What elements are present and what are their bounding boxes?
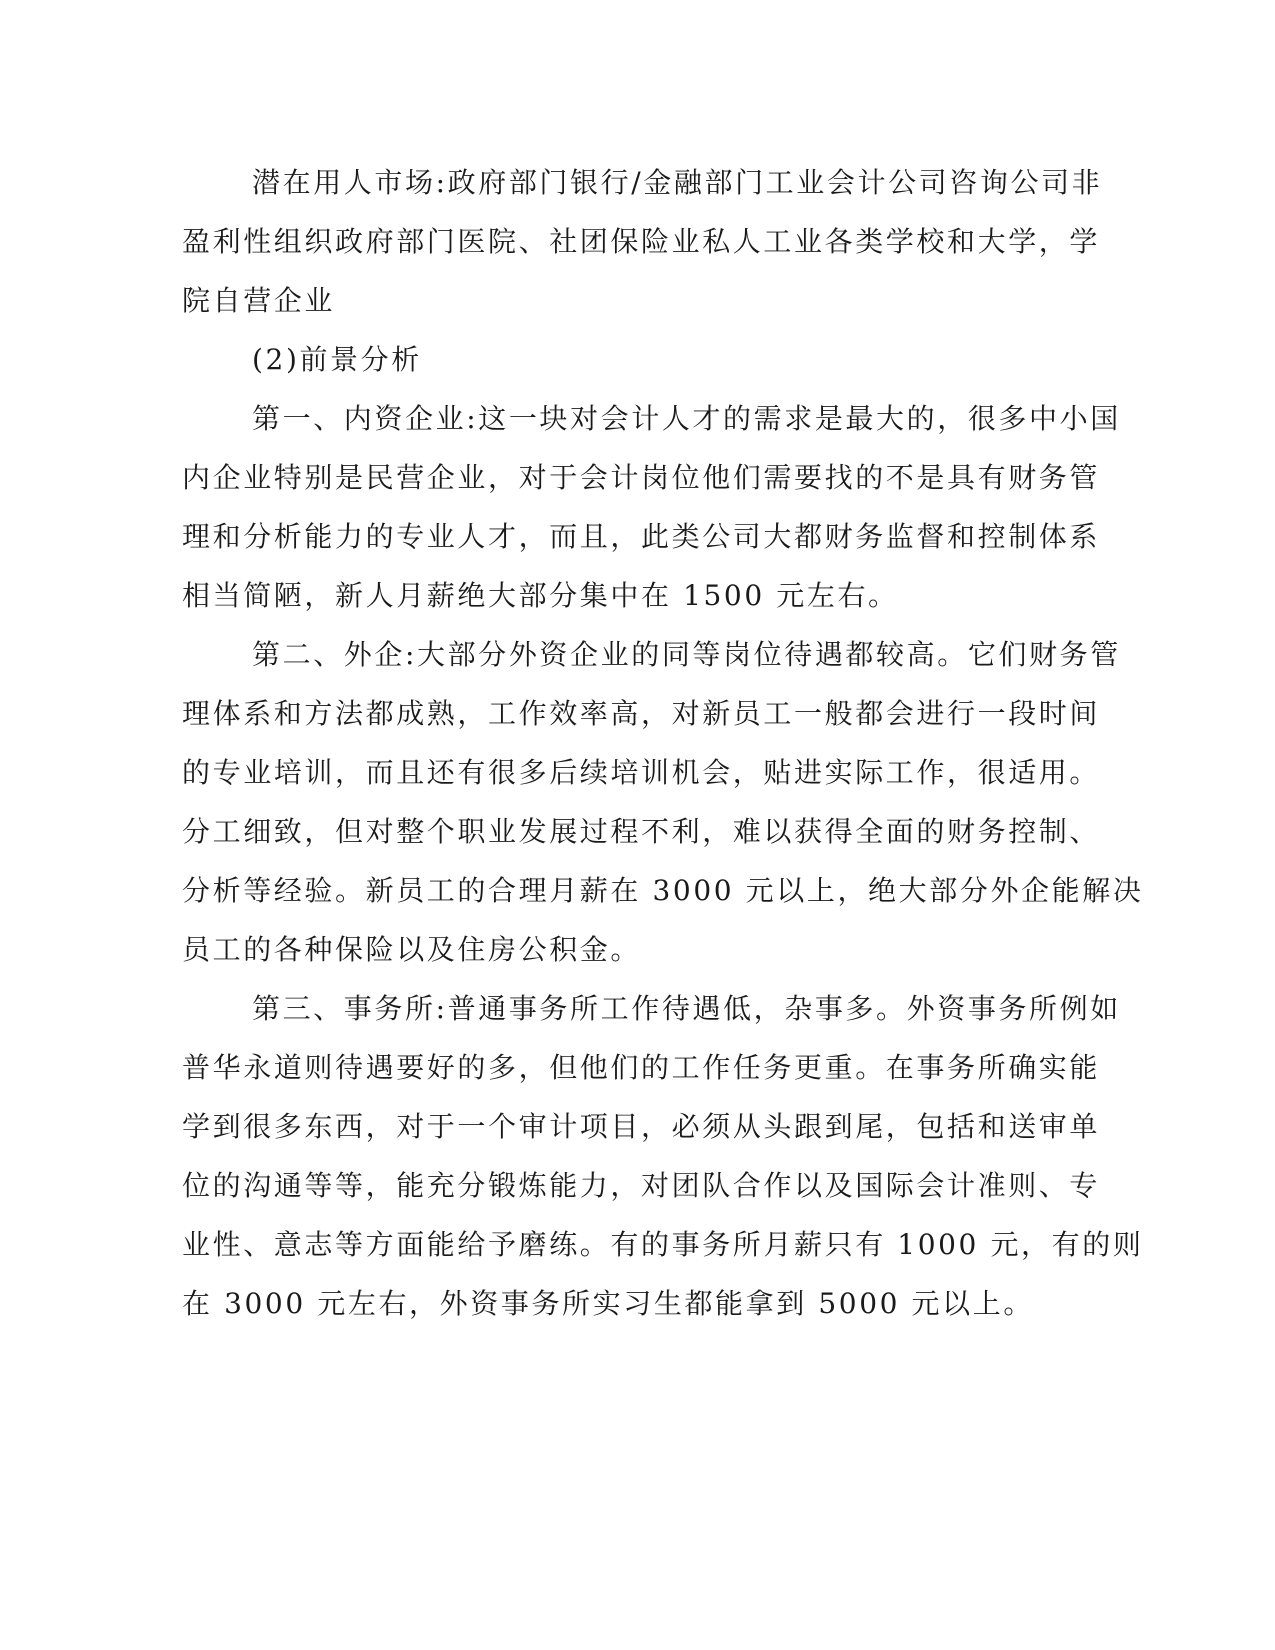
text-line: 在 3000 元左右，外资事务所实习生都能拿到 5000 元以上。: [182, 1287, 1034, 1320]
text-line: 内企业特别是民营企业，对于会计岗位他们需要找的不是具有财务管: [182, 461, 1101, 494]
text-line: 的专业培训，而且还有很多后续培训机会，贴进实际工作，很适用。: [182, 756, 1101, 789]
text-line: 普华永道则待遇要好的多，但他们的工作任务更重。在事务所确实能: [182, 1051, 1101, 1084]
text-line: 第二、外企:大部分外资企业的同等岗位待遇都较高。它们财务管: [252, 638, 1121, 671]
text-line: 员工的各种保险以及住房公积金。: [182, 933, 642, 966]
section-heading-prospect-analysis: [182, 330, 1042, 389]
document-body: [182, 153, 1144, 1333]
text-line: 位的沟通等等，能充分锻炼能力，对团队合作以及国际会计准则、专: [182, 1169, 1101, 1202]
paragraph-accounting-firms: [182, 979, 1144, 1333]
text-line: 学到很多东西，对于一个审计项目，必须从头跟到尾，包括和送审单: [182, 1110, 1101, 1143]
text-line: 第一、内资企业:这一块对会计人才的需求是最大的，很多中小国: [252, 402, 1121, 435]
paragraph-foreign-enterprises: [182, 625, 1144, 979]
text-line: 第三、事务所:普通事务所工作待遇低，杂事多。外资事务所例如: [252, 992, 1121, 1025]
text-line: 相当简陋，新人月薪绝大部分集中在 1500 元左右。: [182, 579, 899, 612]
paragraph-domestic-enterprises: [182, 389, 1121, 625]
text-line: 盈利性组织政府部门医院、社团保险业私人工业各类学校和大学，学: [182, 225, 1101, 258]
text-line: 潜在用人市场:政府部门银行/金融部门工业会计公司咨询公司非: [252, 166, 1103, 199]
text-line: 理体系和方法都成熟，工作效率高，对新员工一般都会进行一段时间: [182, 697, 1101, 730]
section-heading: (2)前景分析: [252, 343, 422, 376]
text-line: 业性、意志等方面能给予磨练。有的事务所月薪只有 1000 元，有的则: [182, 1228, 1144, 1261]
text-line: 院自营企业: [182, 284, 336, 317]
paragraph-potential-market: [182, 153, 1103, 330]
text-line: 分工细致，但对整个职业发展过程不利，难以获得全面的财务控制、: [182, 815, 1101, 848]
text-line: 分析等经验。新员工的合理月薪在 3000 元以上，绝大部分外企能解决: [182, 874, 1144, 907]
text-line: 理和分析能力的专业人才，而且，此类公司大都财务监督和控制体系: [182, 520, 1101, 553]
